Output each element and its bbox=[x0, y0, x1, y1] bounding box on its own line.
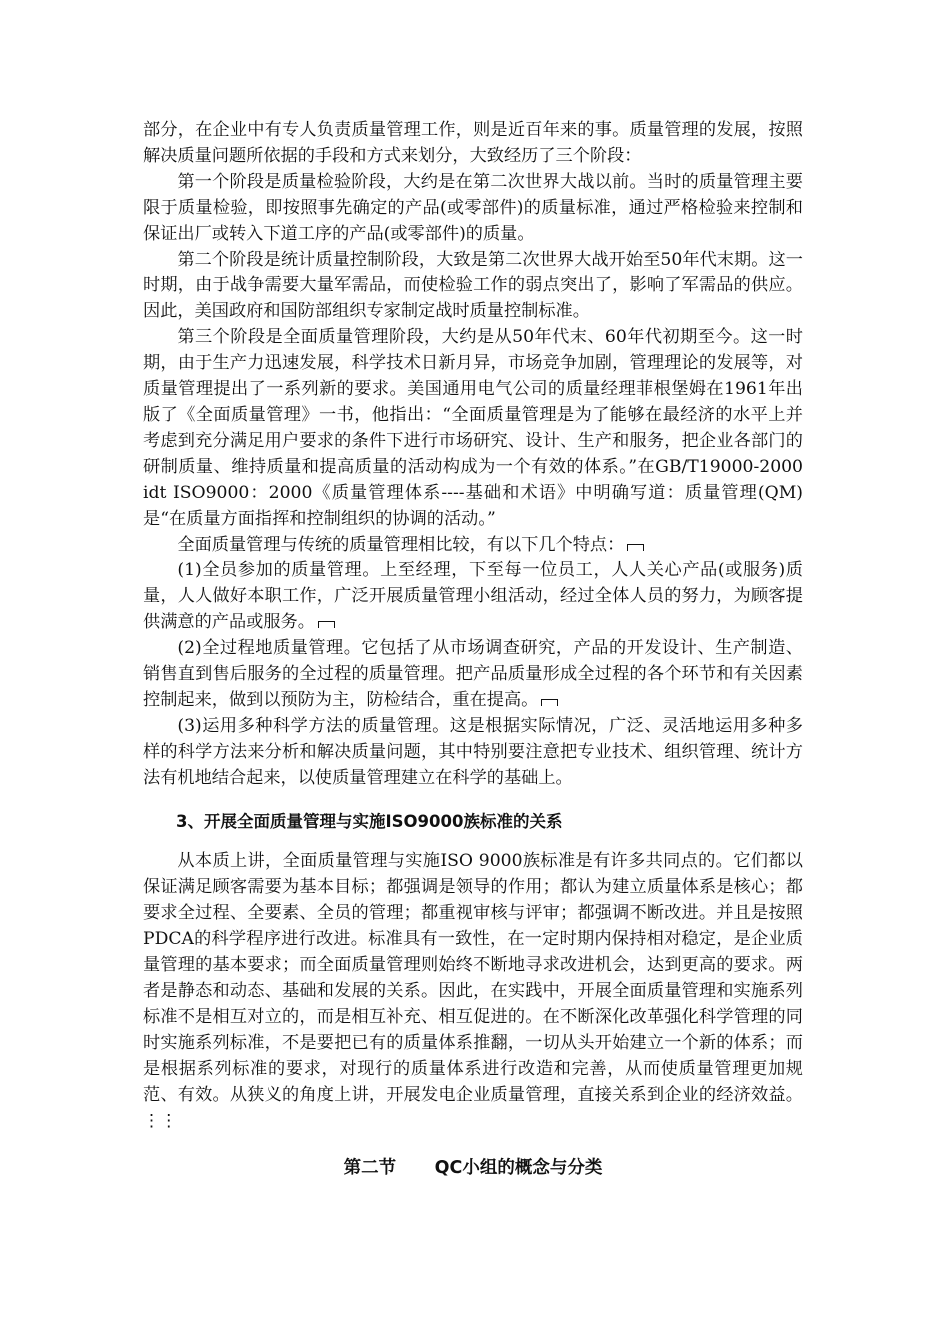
paragraph-feature-3: (3)运用多种科学方法的质量管理。这是根据实际情况，广泛、灵活地运用多种多样的科学方法来分析和解决质量问题，其中特别要注意把专业技术、组织管理、统计方法有机地结合起来，以使质量管理建立在科学的基础上。 bbox=[143, 715, 803, 788]
paragraph-relationship: 从本质上讲，全面质量管理与实施ISO 9000族标准是有许多共同点的。它们都以保证满足顾客需要为基本目标；都强调是领导的作用；都认为建立质量体系是核心；都要求全过程、全要素、全员的管理；都重视审核与评审；都强调不断改进。并且是按照PDCA的科学程序进行改进。标准具有一致性，在一定时期内保持相对稳定，是企业质量管理的基本要求；而全面质量管理则始终不断地寻求改进机会，达到更高的要求。两者是静态和动态、基础和发展的关系。因此，在实践中，开展全面质量管理和实施系列标准不是相互对立的，而是相互补充、相互促进的。在不断深化改革强化科学管理的同时实施系列标准，不是要把已有的质量体系推翻，一切从头开始建立一个新的体系；而是根据系列标准的要求，对现行的质量体系进行改造和完善，从而使质量管理更加规范、有效。从狭义的角度上讲，开展发电企业质量管理，直接关系到企业的经济效益。⋮⋮ bbox=[143, 851, 803, 1131]
document-page bbox=[143, 118, 803, 1182]
paragraph-intro: 部分，在企业中有专人负责质量管理工作，则是近百年来的事。质量管理的发展，按照解决质量问题所依据的手段和方式来划分，大致经历了三个阶段： bbox=[143, 120, 803, 166]
paragraph-mark-icon bbox=[541, 699, 558, 706]
paragraph-stage-3: 第三个阶段是全面质量管理阶段，大约是从50年代末、60年代初期至今。这一时期，由于生产力迅速发展，科学技术日新月异，市场竞争加剧，管理理论的发展等，对质量管理提出了一系列新的要求。美国通用电气公司的质量经理菲根堡姆在1961年出版了《全面质量管理》一书，他指出：“全面质量管理是为了能够在最经济的水平上并考虑到充分满足用户要求的条件下进行市场研究、设计、生产和服务，把企业各部门的研制质量、维持质量和提高质量的活动构成为一个有效的体系。”在GB/T19000-2000 idt ISO9000：2000《质量管理体系----基础和术语》中明确写道：质量管理(QM)是“在质量方面指挥和控制组织的协调的活动。” bbox=[143, 327, 803, 529]
feature-2-text: (2)全过程地质量管理。它包括了从市场调查研究，产品的开发设计、生产制造、销售直到售后服务的全过程的质量管理。把产品质量形成全过程的各个环节和有关因素控制起来，做到以预防为主，防检结合，重在提高。 bbox=[143, 638, 803, 710]
section-title: QC小组的概念与分类 bbox=[434, 1158, 603, 1179]
paragraph-mark-icon bbox=[627, 544, 644, 551]
paragraph-feature-1 bbox=[143, 558, 803, 636]
section-heading bbox=[143, 1156, 803, 1182]
subsection-heading: 3、开展全面质量管理与实施ISO9000族标准的关系 bbox=[176, 811, 563, 831]
paragraph-stage-2: 第二个阶段是统计质量控制阶段，大致是第二次世界大战开始至50年代末期。这一时期，由于战争需要大量军需品，而使检验工作的弱点突出了，影响了军需品的供应。因此，美国政府和国防部组织专家制定战时质量控制标准。 bbox=[143, 249, 803, 322]
feature-1-text: (1)全员参加的质量管理。上至经理，下至每一位员工，人人关心产品(或服务)质量，人人做好本职工作，广泛开展质量管理小组活动，经过全体人员的努力，为顾客提供满意的产品或服务。 bbox=[143, 560, 803, 633]
paragraph-feature-2 bbox=[143, 636, 803, 714]
section-number: 第二节 bbox=[343, 1158, 397, 1179]
paragraph-mark-icon bbox=[318, 621, 335, 628]
paragraph-stage-1: 第一个阶段是质量检验阶段，大约是在第二次世界大战以前。当时的质量管理主要限于质量检验，即按照事先确定的产品(或零部件)的质量标准，通过严格检验来控制和保证出厂或转入下道工序的产品(或零部件)的质量。 bbox=[143, 171, 803, 244]
paragraph-features-intro bbox=[143, 533, 803, 559]
features-intro-text: 全面质量管理与传统的质量管理相比较，有以下几个特点： bbox=[177, 534, 625, 555]
